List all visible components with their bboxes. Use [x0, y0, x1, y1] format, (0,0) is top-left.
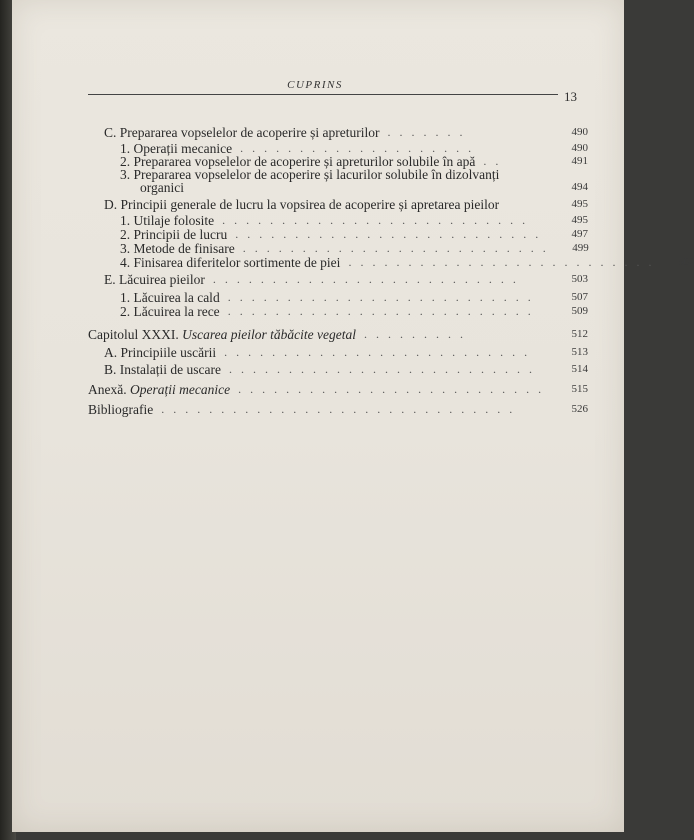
- dot-leader: ..........................: [235, 227, 548, 241]
- toc-entry-page: 503: [571, 273, 588, 285]
- toc-entry-label: 1. Utilaje folosite: [120, 213, 215, 228]
- toc-entry-page: 514: [571, 363, 588, 375]
- toc-entry-label: 4. Finisarea diferitelor sortimente de piei: [120, 255, 341, 270]
- dot-leader: .......: [387, 125, 472, 139]
- toc-entry-b: [104, 362, 588, 377]
- dot-leader: ..........................: [242, 241, 555, 255]
- toc-entry-c: [104, 125, 588, 140]
- toc-entry-e2: [120, 304, 588, 319]
- toc-entry-page: 490: [571, 142, 588, 154]
- dot-leader: ..........................: [224, 345, 537, 359]
- toc-entry-d: [104, 197, 588, 212]
- dot-leader: ..........................: [227, 290, 540, 304]
- toc-entry-c3-cont: [140, 180, 588, 195]
- page-number: 13: [564, 89, 577, 104]
- toc-entry-page: 495: [571, 214, 588, 226]
- running-title: CUPRINS: [287, 79, 343, 91]
- toc-entry-label: 3. Metode de finisare: [120, 241, 235, 256]
- toc-entry-d2: [120, 227, 588, 242]
- chapter-number: Capitolul XXXI.: [88, 327, 179, 342]
- dot-leader: ....................: [240, 141, 481, 155]
- toc-entry-page: 513: [571, 346, 588, 358]
- toc-entry-page: 507: [571, 291, 588, 303]
- toc-entry-label: 1. Lăcuirea la cald: [120, 290, 220, 305]
- toc-entry-e1: [120, 290, 588, 305]
- toc-entry-label: organici: [140, 180, 184, 195]
- toc-entry-e: [104, 272, 588, 287]
- dot-leader: ..........................: [227, 304, 540, 318]
- toc-bibliography: [88, 402, 588, 417]
- toc-entry-label: A. Principiile uscării: [104, 345, 217, 360]
- dot-leader: ..: [483, 154, 508, 168]
- dot-leader: ..........................: [222, 213, 535, 227]
- annex-title: Operații mecanice: [129, 382, 231, 397]
- toc-entry-page: 490: [571, 126, 588, 138]
- toc-entry-page: 526: [571, 403, 588, 415]
- toc-entry-page: 512: [571, 328, 588, 340]
- toc-entry-d3: [120, 241, 588, 256]
- toc-entry-c3: 3. Prepararea vopselelor de acoperire și lacurilor solubile în dizolvanți: [120, 167, 500, 182]
- toc-entry-page: 502: [677, 256, 694, 268]
- toc-entry-label: C. Prepararea vopselelor de acoperire și apreturilor: [104, 125, 380, 140]
- toc-entry-label: E. Lăcuirea pieilor: [104, 272, 205, 287]
- toc-entry-page: 494: [571, 181, 588, 193]
- toc-entry-page: 491: [571, 155, 588, 167]
- toc-entry-label: 2. Principii de lucru: [120, 227, 228, 242]
- toc-entry-page: 497: [571, 228, 588, 240]
- dot-leader: ..........................: [228, 362, 541, 376]
- toc-entry-d1: [120, 213, 588, 228]
- dot-leader: ..........................: [348, 255, 661, 269]
- toc-entry-label: 2. Prepararea vopselelor de acoperire și apreturilor solubile în apă: [120, 154, 476, 169]
- toc-entry-page: 499: [572, 242, 589, 254]
- annex-prefix: Anexă.: [88, 382, 127, 397]
- toc-chapter-xxxi: [88, 327, 588, 342]
- toc-entry-d4: [120, 255, 694, 270]
- toc-entry-page: 509: [571, 305, 588, 317]
- toc-entry-label: B. Instalații de uscare: [104, 362, 221, 377]
- toc-entry-a: [104, 345, 588, 360]
- toc-entry-label: Bibliografie: [88, 402, 154, 417]
- dot-leader: ..........................: [212, 272, 525, 286]
- dot-leader: ..............................: [161, 402, 522, 416]
- dot-leader: .........: [363, 327, 472, 341]
- toc-entry-page: 495: [571, 198, 588, 210]
- chapter-title: Uscarea pieilor tăbăcite vegetal: [182, 327, 356, 342]
- toc-entry-label: D. Principii generale de lucru la vopsirea de acoperire și apretarea pieilor: [104, 197, 500, 212]
- dot-leader: ..........................: [238, 382, 551, 396]
- toc-entry-label: 1. Operații mecanice: [120, 141, 233, 156]
- toc-entry-page: 515: [571, 383, 588, 395]
- toc-entry-label: 2. Lăcuirea la rece: [120, 304, 220, 319]
- toc-annex: [88, 382, 588, 397]
